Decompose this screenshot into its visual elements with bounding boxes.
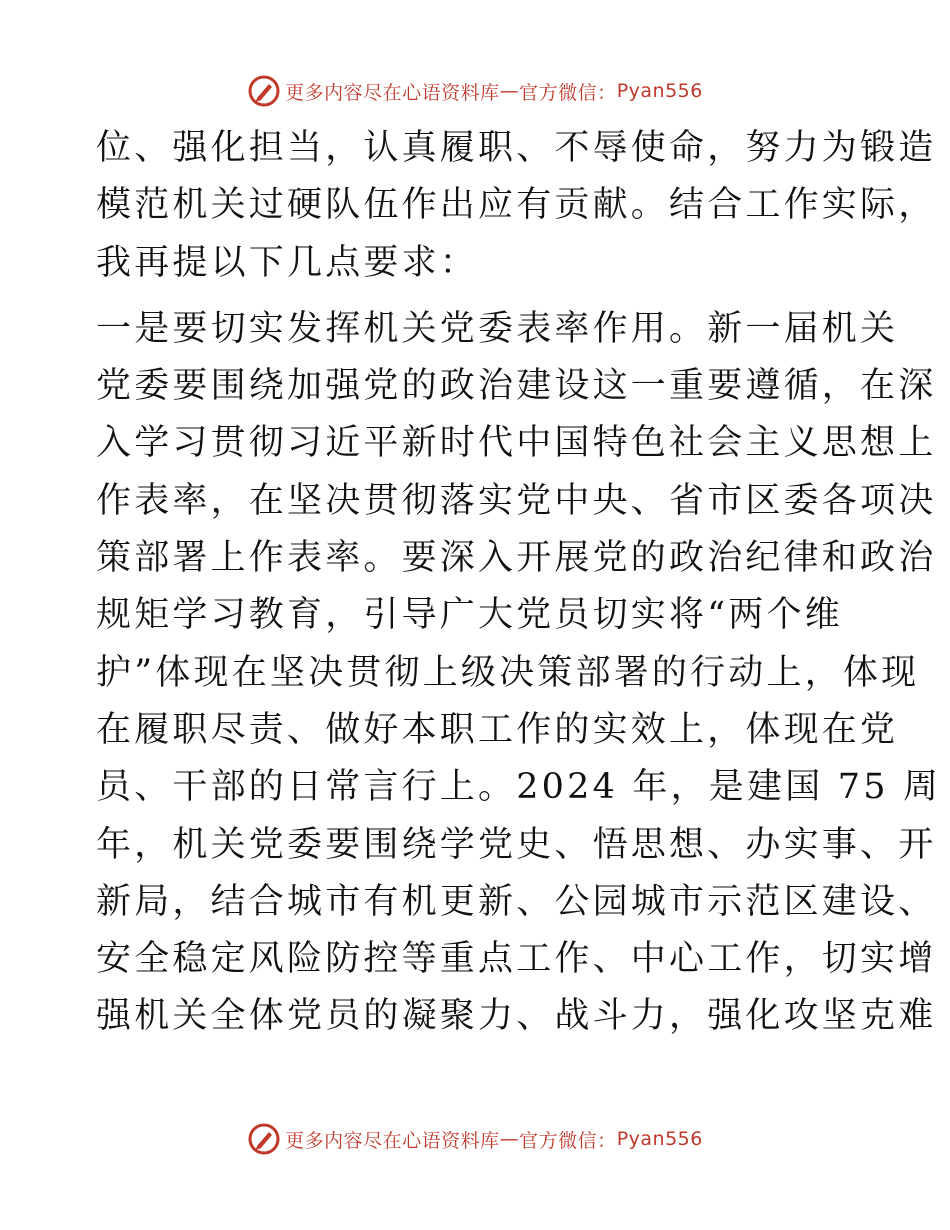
text-line: 党委要围绕加强党的政治建设这一重要遵循，在深 xyxy=(96,366,937,407)
document-body xyxy=(96,120,942,1046)
pen-nib-seal-icon xyxy=(247,74,281,108)
text-line: 策部署上作表率。要深入开展党的政治纪律和政治 xyxy=(96,538,937,579)
text-line: 员、干部的日常言行上。2024 年，是建国 75 周 xyxy=(96,767,942,808)
header-watermark xyxy=(0,73,950,109)
text-line: 护”体现在坚决贯彻上级决策部署的行动上，体现 xyxy=(96,652,920,693)
watermark-wechat-id: Pyan556 xyxy=(616,1128,703,1150)
text-line: 年，机关党委要围绕学党史、悟思想、办实事、开 xyxy=(96,824,937,865)
text-line: 在履职尽责、做好本职工作的实效上，体现在党 xyxy=(96,709,899,750)
text-line: 入学习贯彻习近平新时代中国特色社会主义思想上 xyxy=(96,423,937,464)
text-line: 安全稳定风险防控等重点工作、中心工作，切实增 xyxy=(96,939,937,980)
text-line: 模范机关过硬队伍作出应有贡献。结合工作实际， xyxy=(96,185,937,226)
pen-nib-seal-icon xyxy=(247,1122,281,1156)
watermark-label: 官方微信： xyxy=(519,81,617,104)
watermark-brand: 更多内容尽在心语资料库 xyxy=(285,1129,500,1152)
text-line: 作表率，在坚决贯彻落实党中央、省市区委各项决 xyxy=(96,480,937,521)
paragraph-start-line: 一是要切实发挥机关党委表率作用。新一届机关 xyxy=(96,308,899,349)
watermark-wechat-id: Pyan556 xyxy=(616,80,703,102)
text-line: 规矩学习教育，引导广大党员切实将“两个维 xyxy=(96,595,843,636)
watermark-dash: — xyxy=(499,1128,520,1150)
text-line: 我再提以下几点要求： xyxy=(96,242,479,283)
watermark-brand: 更多内容尽在心语资料库 xyxy=(285,81,500,104)
watermark-dash: — xyxy=(499,80,520,102)
watermark-label: 官方微信： xyxy=(519,1129,617,1152)
text-line: 位、强化担当，认真履职、不辱使命，努力为锻造 xyxy=(96,128,937,168)
footer-watermark xyxy=(0,1121,950,1157)
text-line: 强机关全体党员的凝聚力、战斗力，强化攻坚克难 xyxy=(96,996,937,1037)
text-line: 新局，结合城市有机更新、公园城市示范区建设、 xyxy=(96,881,937,922)
